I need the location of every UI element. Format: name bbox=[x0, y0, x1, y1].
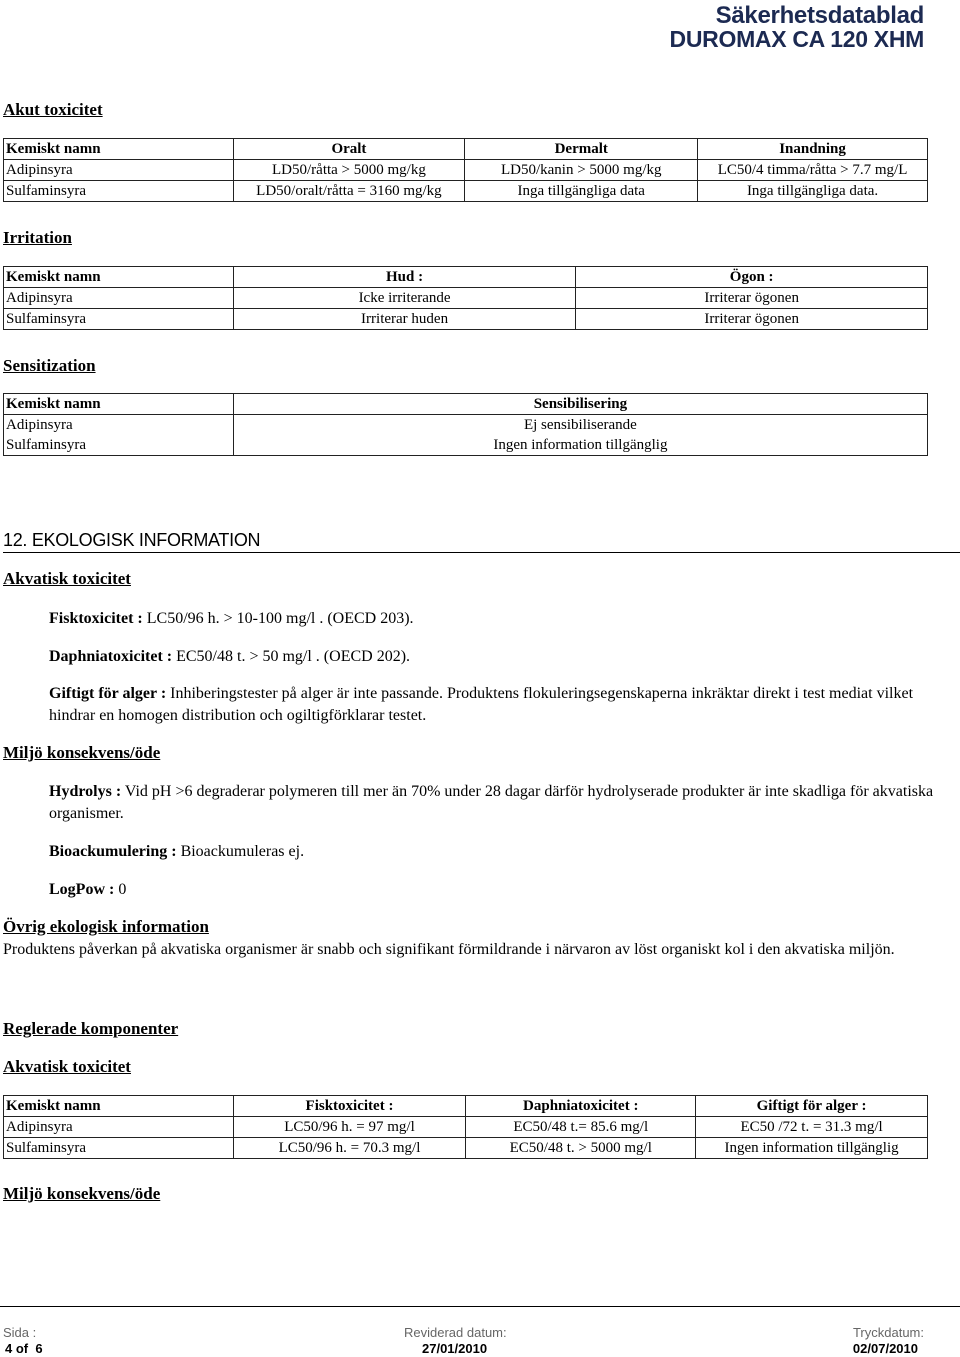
table-cell: Adipinsyra bbox=[4, 288, 234, 309]
table-header-row bbox=[4, 139, 928, 160]
bioaccumulation bbox=[49, 841, 304, 863]
regulated-aquatic-heading: Akvatisk toxicitet bbox=[3, 1057, 131, 1076]
table-row bbox=[4, 288, 928, 309]
fish-toxicity-value: LC50/96 h. > 10-100 mg/l . (OECD 203). bbox=[146, 610, 414, 627]
table-cell: Ingen information tillgänglig bbox=[233, 435, 927, 456]
column-header: Hud : bbox=[233, 267, 576, 288]
bioaccumulation-value: Bioackumuleras ej. bbox=[180, 843, 305, 860]
table-cell: EC50/48 t. > 5000 mg/l bbox=[466, 1138, 696, 1159]
table-cell: Irriterar huden bbox=[233, 309, 576, 330]
table-cell: Sulfaminsyra bbox=[4, 1138, 234, 1159]
logpow bbox=[49, 879, 126, 901]
table-header-row bbox=[4, 267, 928, 288]
algae-toxicity bbox=[49, 683, 939, 727]
column-header: Kemiskt namn bbox=[4, 139, 234, 160]
column-header: Kemiskt namn bbox=[4, 394, 234, 415]
revised-date-label: Reviderad datum: bbox=[404, 1325, 507, 1340]
algae-toxicity-label: Giftigt för alger : bbox=[49, 685, 167, 702]
column-header: Oralt bbox=[233, 139, 465, 160]
table-header-row bbox=[4, 1096, 928, 1117]
table-cell: Irriterar ögonen bbox=[576, 309, 928, 330]
table-cell: Inga tillgängliga data bbox=[465, 181, 698, 202]
table-cell: Irriterar ögonen bbox=[576, 288, 928, 309]
sensitization-heading: Sensitization bbox=[3, 356, 96, 375]
column-header: Ögon : bbox=[576, 267, 928, 288]
regulated-fate-heading: Miljö konsekvens/öde bbox=[3, 1184, 161, 1203]
section-title: 12. EKOLOGISK INFORMATION bbox=[3, 530, 960, 553]
column-header: Giftigt för alger : bbox=[696, 1096, 928, 1117]
table-cell: Adipinsyra bbox=[4, 415, 234, 436]
table-cell: Inga tillgängliga data. bbox=[698, 181, 928, 202]
irritation-heading: Irritation bbox=[3, 228, 72, 247]
column-header: Inandning bbox=[698, 139, 928, 160]
column-header: Kemiskt namn bbox=[4, 1096, 234, 1117]
page-number: 4 of 6 bbox=[5, 1341, 43, 1356]
table-row bbox=[4, 1117, 928, 1138]
acute-toxicity-table bbox=[3, 138, 928, 202]
print-date-label: Tryckdatum: bbox=[852, 1325, 924, 1340]
page-label: Sida : bbox=[3, 1325, 37, 1340]
table-row bbox=[4, 435, 928, 456]
table-row bbox=[4, 181, 928, 202]
table-row bbox=[4, 1138, 928, 1159]
revised-date: 27/01/2010 bbox=[422, 1341, 488, 1356]
table-cell: Sulfaminsyra bbox=[4, 435, 234, 456]
daphnia-toxicity-value: EC50/48 t. > 50 mg/l . (OECD 202). bbox=[176, 648, 411, 665]
document-title: Säkerhetsdatablad bbox=[715, 2, 924, 29]
table-cell: LD50/oralt/råtta = 3160 mg/kg bbox=[233, 181, 465, 202]
other-ecological-text: Produktens påverkan på akvatiska organismer är snabb och signifikant förmildrande i närvaron av löst organiskt kol i den akvatiska miljön. bbox=[3, 941, 895, 958]
logpow-value: 0 bbox=[118, 881, 127, 898]
table-cell: Icke irriterande bbox=[233, 288, 576, 309]
table-cell: EC50 /72 t. = 31.3 mg/l bbox=[696, 1117, 928, 1138]
table-row bbox=[4, 160, 928, 181]
table-cell: LC50/4 timma/råtta > 7.7 mg/L bbox=[698, 160, 928, 181]
table-row bbox=[4, 415, 928, 436]
environmental-fate-heading: Miljö konsekvens/öde bbox=[3, 743, 161, 762]
column-header: Daphniatoxicitet : bbox=[466, 1096, 696, 1117]
table-header-row bbox=[4, 394, 928, 415]
footer-divider bbox=[0, 1306, 960, 1307]
hydrolysis-label: Hydrolys : bbox=[49, 783, 122, 800]
daphnia-toxicity bbox=[49, 646, 410, 668]
logpow-label: LogPow : bbox=[49, 881, 115, 898]
other-ecological-heading: Övrig ekologisk information bbox=[3, 917, 209, 936]
table-cell: Ej sensibiliserande bbox=[233, 415, 927, 436]
bioaccumulation-label: Bioackumulering : bbox=[49, 843, 177, 860]
daphnia-toxicity-label: Daphniatoxicitet : bbox=[49, 648, 173, 665]
table-cell: Adipinsyra bbox=[4, 1117, 234, 1138]
irritation-table bbox=[3, 266, 928, 330]
fish-toxicity bbox=[49, 608, 414, 630]
table-cell: LD50/kanin > 5000 mg/kg bbox=[465, 160, 698, 181]
print-date: 02/07/2010 bbox=[852, 1341, 918, 1356]
table-cell: Sulfaminsyra bbox=[4, 181, 234, 202]
sensitization-table bbox=[3, 393, 928, 456]
column-header: Sensibilisering bbox=[233, 394, 927, 415]
aquatic-toxicity-heading: Akvatisk toxicitet bbox=[3, 569, 131, 588]
column-header: Kemiskt namn bbox=[4, 267, 234, 288]
table-row bbox=[4, 309, 928, 330]
table-cell: LC50/96 h. = 70.3 mg/l bbox=[233, 1138, 466, 1159]
table-cell: LD50/råtta > 5000 mg/kg bbox=[233, 160, 465, 181]
regulated-components-table bbox=[3, 1095, 928, 1159]
product-name: DUROMAX CA 120 XHM bbox=[669, 26, 924, 52]
table-cell: Adipinsyra bbox=[4, 160, 234, 181]
regulated-components-heading: Reglerade komponenter bbox=[3, 1019, 179, 1038]
fish-toxicity-label: Fisktoxicitet : bbox=[49, 610, 143, 627]
hydrolysis bbox=[49, 781, 939, 825]
table-cell: LC50/96 h. = 97 mg/l bbox=[233, 1117, 466, 1138]
acute-toxicity-heading: Akut toxicitet bbox=[3, 100, 103, 119]
column-header: Dermalt bbox=[465, 139, 698, 160]
table-cell: EC50/48 t.= 85.6 mg/l bbox=[466, 1117, 696, 1138]
algae-toxicity-value: Inhiberingstester på alger är inte passande. Produktens flokuleringsegenskaperna inkräktar direkt i test mediat vilket hindrar en homogen distribution och ogiltigförklarar testet. bbox=[49, 685, 914, 724]
column-header: Fisktoxicitet : bbox=[233, 1096, 466, 1117]
hydrolysis-value: Vid pH >6 degraderar polymeren till mer än 70% under 28 dagar därför hydrolyserade produkter är inte skadliga för akvatiska organismer. bbox=[49, 783, 934, 822]
table-cell: Sulfaminsyra bbox=[4, 309, 234, 330]
table-cell: Ingen information tillgänglig bbox=[696, 1138, 928, 1159]
